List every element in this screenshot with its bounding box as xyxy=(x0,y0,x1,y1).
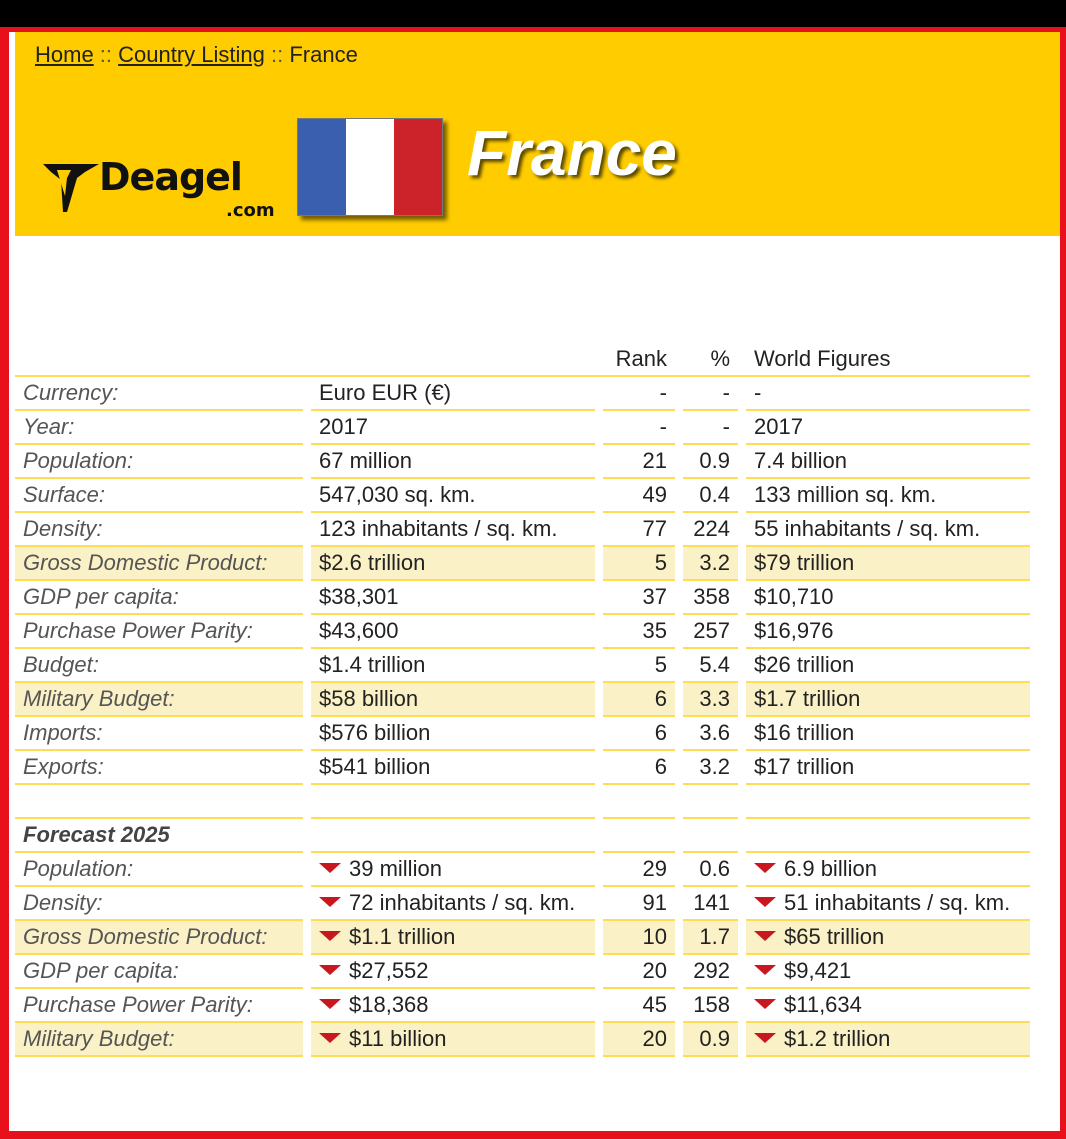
row-label: Density: xyxy=(15,887,303,921)
row-label: GDP per capita: xyxy=(15,955,303,989)
table-row xyxy=(15,479,1030,513)
forecast-title: Forecast 2025 xyxy=(15,819,303,853)
row-world-figure: 55 inhabitants / sq. km. xyxy=(746,513,1030,547)
row-percent: 3.2 xyxy=(683,547,738,581)
table-row xyxy=(15,411,1030,445)
row-world-figure xyxy=(746,955,1030,989)
row-label: Currency: xyxy=(15,377,303,411)
row-world-figure: $17 trillion xyxy=(746,751,1030,785)
row-world-figure xyxy=(746,921,1030,955)
row-percent: 3.3 xyxy=(683,683,738,717)
row-world-figure: - xyxy=(746,377,1030,411)
page-header xyxy=(15,32,1060,236)
row-rank: 5 xyxy=(603,649,675,683)
header-rank: Rank xyxy=(603,343,675,377)
spacer-cell xyxy=(746,785,1030,819)
row-rank: 45 xyxy=(603,989,675,1023)
down-arrow-icon xyxy=(754,863,776,873)
row-label: Population: xyxy=(15,853,303,887)
table-row xyxy=(15,377,1030,411)
table-header-row xyxy=(15,343,1030,377)
forecast-header-row xyxy=(15,819,1030,853)
table-row xyxy=(15,921,1030,955)
row-label: Gross Domestic Product: xyxy=(15,921,303,955)
row-world-figure xyxy=(746,853,1030,887)
logo-subtext: .com xyxy=(226,200,275,221)
row-world-figure: $16,976 xyxy=(746,615,1030,649)
logo-text: Deagel xyxy=(99,155,242,199)
row-value: 2017 xyxy=(311,411,595,445)
table-row xyxy=(15,513,1030,547)
row-label: Purchase Power Parity: xyxy=(15,989,303,1023)
row-rank: 35 xyxy=(603,615,675,649)
table-row xyxy=(15,683,1030,717)
row-value xyxy=(311,887,595,921)
row-value: 67 million xyxy=(311,445,595,479)
table-row xyxy=(15,445,1030,479)
row-value xyxy=(311,1023,595,1057)
cell-text: 6.9 billion xyxy=(784,856,877,881)
row-percent: 224 xyxy=(683,513,738,547)
cell-text: 39 million xyxy=(349,856,442,881)
spacer-cell xyxy=(683,819,738,853)
row-rank: 49 xyxy=(603,479,675,513)
row-world-figure xyxy=(746,989,1030,1023)
spacer-cell xyxy=(311,819,595,853)
cell-text: 72 inhabitants / sq. km. xyxy=(349,890,576,915)
row-percent: 0.4 xyxy=(683,479,738,513)
cell-text: $11,634 xyxy=(784,992,862,1017)
down-arrow-icon xyxy=(319,863,341,873)
row-rank: 77 xyxy=(603,513,675,547)
breadcrumb-separator: :: xyxy=(264,42,290,67)
row-percent: 257 xyxy=(683,615,738,649)
row-rank: 10 xyxy=(603,921,675,955)
row-label: Surface: xyxy=(15,479,303,513)
row-percent: 358 xyxy=(683,581,738,615)
flag-stripe-red xyxy=(394,119,442,215)
row-world-figure: $26 trillion xyxy=(746,649,1030,683)
table-row xyxy=(15,887,1030,921)
spacer-cell xyxy=(683,785,738,819)
table-row xyxy=(15,989,1030,1023)
row-value: $541 billion xyxy=(311,751,595,785)
row-percent: 158 xyxy=(683,989,738,1023)
down-arrow-icon xyxy=(319,897,341,907)
row-percent: 0.9 xyxy=(683,1023,738,1057)
row-world-figure: $1.7 trillion xyxy=(746,683,1030,717)
row-world-figure: 133 million sq. km. xyxy=(746,479,1030,513)
down-arrow-icon xyxy=(319,965,341,975)
row-label: Population: xyxy=(15,445,303,479)
row-value: 547,030 sq. km. xyxy=(311,479,595,513)
flag-stripe-white xyxy=(346,119,394,215)
row-rank: 37 xyxy=(603,581,675,615)
page-frame xyxy=(0,27,1066,1139)
row-rank: 91 xyxy=(603,887,675,921)
cell-text: $27,552 xyxy=(349,958,429,983)
spacer-cell xyxy=(311,785,595,819)
spacer-row xyxy=(15,785,1030,819)
down-arrow-icon xyxy=(754,965,776,975)
spacer-cell xyxy=(15,785,303,819)
row-label: Military Budget: xyxy=(15,1023,303,1057)
row-rank: 20 xyxy=(603,1023,675,1057)
down-arrow-icon xyxy=(754,897,776,907)
spacer-cell xyxy=(603,785,675,819)
row-world-figure xyxy=(746,887,1030,921)
breadcrumb xyxy=(35,42,358,68)
cell-text: $1.2 trillion xyxy=(784,1026,891,1051)
row-value: $58 billion xyxy=(311,683,595,717)
table-row xyxy=(15,717,1030,751)
row-world-figure xyxy=(746,1023,1030,1057)
down-arrow-icon xyxy=(754,1033,776,1043)
header-cell-empty xyxy=(311,343,595,377)
row-percent: - xyxy=(683,411,738,445)
row-value xyxy=(311,921,595,955)
row-rank: 29 xyxy=(603,853,675,887)
row-value: $2.6 trillion xyxy=(311,547,595,581)
row-value: $43,600 xyxy=(311,615,595,649)
row-value: $1.4 trillion xyxy=(311,649,595,683)
row-label: Imports: xyxy=(15,717,303,751)
table-row xyxy=(15,547,1030,581)
row-label: Gross Domestic Product: xyxy=(15,547,303,581)
cell-text: $1.1 trillion xyxy=(349,924,456,949)
down-arrow-icon xyxy=(754,999,776,1009)
row-percent: 3.2 xyxy=(683,751,738,785)
row-world-figure: $16 trillion xyxy=(746,717,1030,751)
row-rank: 20 xyxy=(603,955,675,989)
breadcrumb-country-listing-link[interactable]: Country Listing xyxy=(118,42,265,67)
cell-text: 51 inhabitants / sq. km. xyxy=(784,890,1011,915)
table-row xyxy=(15,751,1030,785)
page-title: France xyxy=(467,117,677,189)
flag-stripe-blue xyxy=(298,119,346,215)
row-rank: 5 xyxy=(603,547,675,581)
row-percent: - xyxy=(683,377,738,411)
row-label: Purchase Power Parity: xyxy=(15,615,303,649)
row-value: $576 billion xyxy=(311,717,595,751)
table-row xyxy=(15,649,1030,683)
row-percent: 3.6 xyxy=(683,717,738,751)
breadcrumb-current: France xyxy=(289,42,358,67)
cell-text: $9,421 xyxy=(784,958,852,983)
row-world-figure: $79 trillion xyxy=(746,547,1030,581)
table-row xyxy=(15,615,1030,649)
row-rank: 6 xyxy=(603,683,675,717)
breadcrumb-separator: :: xyxy=(93,42,119,67)
row-label: Density: xyxy=(15,513,303,547)
row-label: Exports: xyxy=(15,751,303,785)
cell-text: $65 trillion xyxy=(784,924,885,949)
table-body xyxy=(15,343,1030,1057)
row-world-figure: 7.4 billion xyxy=(746,445,1030,479)
table-row xyxy=(15,853,1030,887)
down-arrow-icon xyxy=(319,999,341,1009)
down-arrow-icon xyxy=(754,931,776,941)
deagel-logo[interactable] xyxy=(41,150,281,230)
table-row xyxy=(15,1023,1030,1057)
down-arrow-icon xyxy=(319,931,341,941)
row-percent: 0.6 xyxy=(683,853,738,887)
row-rank: - xyxy=(603,377,675,411)
row-value xyxy=(311,955,595,989)
row-percent: 141 xyxy=(683,887,738,921)
table-row xyxy=(15,581,1030,615)
header-cell-empty xyxy=(15,343,303,377)
row-value: Euro EUR (€) xyxy=(311,377,595,411)
header-world-figures: World Figures xyxy=(746,343,1030,377)
row-value xyxy=(311,853,595,887)
table-row xyxy=(15,955,1030,989)
cell-text: $18,368 xyxy=(349,992,429,1017)
row-label: Year: xyxy=(15,411,303,445)
spacer-cell xyxy=(603,819,675,853)
row-label: Budget: xyxy=(15,649,303,683)
down-arrow-icon xyxy=(319,1033,341,1043)
row-label: Military Budget: xyxy=(15,683,303,717)
row-value xyxy=(311,989,595,1023)
cell-text: $11 billion xyxy=(349,1026,447,1051)
row-percent: 292 xyxy=(683,955,738,989)
row-value: $38,301 xyxy=(311,581,595,615)
header-percent: % xyxy=(683,343,738,377)
deagel-emblem-icon xyxy=(41,156,101,214)
row-world-figure: $10,710 xyxy=(746,581,1030,615)
france-flag xyxy=(297,118,443,216)
row-percent: 5.4 xyxy=(683,649,738,683)
breadcrumb-home-link[interactable]: Home xyxy=(35,42,94,67)
spacer-cell xyxy=(746,819,1030,853)
row-rank: 6 xyxy=(603,717,675,751)
row-rank: 6 xyxy=(603,751,675,785)
row-percent: 0.9 xyxy=(683,445,738,479)
row-label: GDP per capita: xyxy=(15,581,303,615)
row-percent: 1.7 xyxy=(683,921,738,955)
country-stats-table xyxy=(15,343,1030,1057)
row-value: 123 inhabitants / sq. km. xyxy=(311,513,595,547)
row-world-figure: 2017 xyxy=(746,411,1030,445)
row-rank: 21 xyxy=(603,445,675,479)
row-rank: - xyxy=(603,411,675,445)
